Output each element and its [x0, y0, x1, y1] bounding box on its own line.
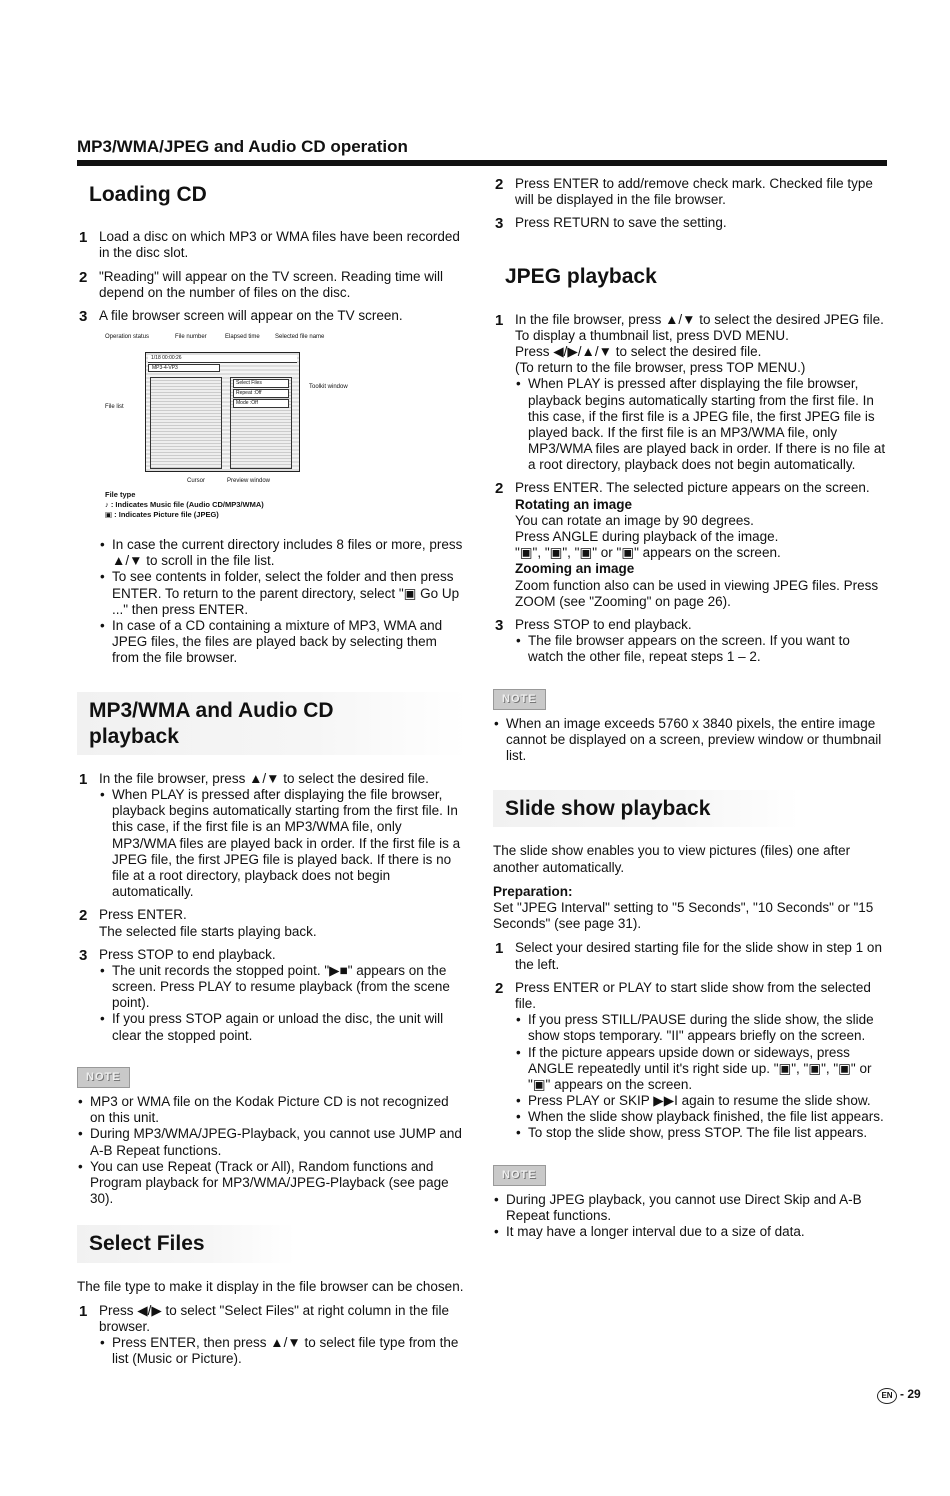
slide-notes: • During JPEG playback, you cannot use Direct Skip and A-B Repeat functions. • It may have a longer interval due to a size of data.	[493, 1192, 886, 1241]
elapsed-time-label: Elapsed time	[225, 333, 260, 340]
select-files-intro: The file type to make it display in the file browser can be chosen.	[77, 1278, 464, 1294]
preparation-title: Preparation:	[493, 883, 573, 899]
page-number: EN - 29	[877, 1387, 921, 1404]
operation-status-label: Operation status	[105, 333, 150, 340]
jpeg-step-3: 3 Press STOP to end playback. • The file browser appears on the screen. If you want to watch the other file, repeat steps 1 – 2.	[493, 617, 886, 666]
slide-step-1: 1 Select your desired starting file for the slide show in step 1 on the left.	[495, 940, 882, 972]
file-browser-diagram	[105, 334, 405, 529]
loading-bullets: • In case the current directory includes 8 files or more, press ▲/▼ to scroll in the file list. • To see contents in folder, select the folder and then press ENTER. To return to the parent directory, select "▣ Go Up ..." then press ENTER. • In case of a CD containing a mixture of MP3, WMA and JPEG files, the files are played back by selecting them from the file browser.	[99, 537, 467, 667]
loading-cd-title: Loading CD	[89, 183, 207, 206]
slide-show-intro: The slide show enables you to view pictures (files) one after another automatically.	[493, 843, 851, 875]
slide-show-title: Slide show playback	[493, 790, 800, 827]
loading-step-2: 2 "Reading" will appear on the TV screen. Reading time will depend on the number of files on the disc.	[79, 268, 444, 300]
jpeg-notes: • When an image exceeds 5760 x 3840 pixels, the entire image cannot be displayed on a screen, preview window or thumbnail list.	[493, 716, 886, 765]
tool-select-files: Select Files	[233, 379, 289, 388]
mp3-playback-title: MP3/WMA and Audio CD playback	[77, 692, 467, 754]
mp3-step-1: 1 In the file browser, press ▲/▼ to select the desired file. • When PLAY is pressed after displaying the file browser, playback begins automatically starting from the first file. In this case, if the first file is an MP3/WMA file, only MP3/WMA files are played back in order. If the first file is a JPEG file, the first JPEG file is played back. If there is no file at a root directory, playback does not begin automatically.	[77, 771, 467, 901]
en-language-icon: EN	[877, 1388, 897, 1404]
toolkit-window-label: Toolkit window	[309, 383, 348, 390]
preview-window-label: Preview window	[227, 477, 271, 484]
zooming-title: Zooming an image	[515, 561, 635, 577]
file-number-label: File number	[175, 333, 207, 340]
tool-repeat: Repeat :Off	[233, 389, 289, 398]
page-header-title: MP3/WMA/JPEG and Audio CD operation	[77, 137, 408, 156]
loading-step-1: 1 Load a disc on which MP3 or WMA files have been recorded in the disc slot.	[79, 229, 460, 261]
left-column	[77, 176, 467, 1374]
slide-step-2: 2 Press ENTER or PLAY to start slide show from the selected file. • If you press STILL/PAUSE during the slide show, the slide show stops temporary. "II" appears briefly on the screen. • If the picture appears upside down or sideways, press ANGLE repeatedly until it's right side up. "▣", "▣", "▣" or "▣" appears on the screen. • Press PLAY or SKIP ▶▶I again to resume the slide show. • When the slide show playback finished, the file list appears. • To stop the slide show, press STOP. The file list appears.	[493, 980, 886, 1142]
file-list-label: File list	[105, 403, 124, 410]
right-column	[493, 176, 886, 1240]
file-type-legend: File type ♪ : Indicates Music file (Audio CD/MP3/WMA) ▣ : Indicates Picture file (JPEG)	[105, 489, 264, 519]
mp3-notes: • MP3 or WMA file on the Kodak Picture CD is not recognized on this unit. • During MP3/WMA/JPEG-Playback, you cannot use JUMP and A-B Repeat functions. • You can use Repeat (Track or All), Random functions and Program playback for MP3/WMA/JPEG-Playback (see page 30).	[77, 1094, 467, 1207]
file-list-panel	[150, 377, 222, 469]
cursor-label: Cursor	[187, 477, 206, 484]
rotating-title: Rotating an image	[515, 496, 633, 512]
jpeg-note-badge: NOTE	[493, 689, 546, 710]
toolkit-panel	[230, 377, 292, 469]
jpeg-step-1: 1 In the file browser, press ▲/▼ to select the desired JPEG file. To display a thumbnail list, press DVD MENU. Press ◀/▶/▲/▼ to select the desired file. (To return to the file browser, press TOP MENU.) • When PLAY is pressed after displaying the file browser, playback begins automatically starting from the first file. In this case, if the first file is a JPEG file, the first JPEG file is played back. If the first file is an MP3/WMA file, only MP3/WMA files are played back in order. If there is no file at a root directory, playback does not begin automatically.	[493, 312, 886, 474]
select-files-title: Select Files	[77, 1225, 295, 1262]
select-files-step-1: 1 Press ◀/▶ to select "Select Files" at right column in the file browser. • Press ENTER, then press ▲/▼ to select file type from the list (Music or Picture).	[77, 1303, 467, 1368]
loading-step-3: 3 A file browser screen will appear on the TV screen.	[79, 307, 403, 325]
mp3-step-3: 3 Press STOP to end playback. • The unit records the stopped point. "▶■" appears on the screen. Press PLAY to resume playback (from the scene point). • If you press STOP again or unload the disc, the unit will clear the stopped point.	[77, 947, 467, 1044]
preparation-text: Set "JPEG Interval" setting to "5 Seconds", "10 Seconds" or "15 Seconds" (see page 31).	[493, 900, 874, 932]
selected-file-bar: MP3-4-VP3	[148, 364, 220, 372]
selected-file-name-label: Selected file name	[275, 333, 325, 340]
mp3-note-badge: NOTE	[77, 1067, 130, 1088]
mp3-step-2: 2 Press ENTER. The selected file starts playing back.	[79, 907, 317, 939]
tool-mode: Mode :Off	[233, 399, 289, 408]
jpeg-playback-title: JPEG playback	[505, 265, 657, 289]
select-files-step-3: 3 Press RETURN to save the setting.	[495, 215, 727, 233]
select-files-step-2: 2 Press ENTER to add/remove check mark. Checked file type will be displayed in the file browser.	[495, 176, 873, 208]
slide-note-badge: NOTE	[493, 1165, 546, 1186]
jpeg-step-2: 2 Press ENTER. The selected picture appears on the screen. Rotating an image You can rotate an image by 90 degrees. Press ANGLE during playback of the image. "▣", "▣", "▣" or "▣" appears on the screen. Zooming an image Zoom function also can be used in viewing JPEG files. Press ZOOM (see "Zooming" on page 26).	[493, 480, 886, 610]
header-rule	[77, 160, 887, 166]
status-bar: 1/18 00:00:26	[148, 355, 297, 363]
browser-screen	[145, 352, 300, 472]
